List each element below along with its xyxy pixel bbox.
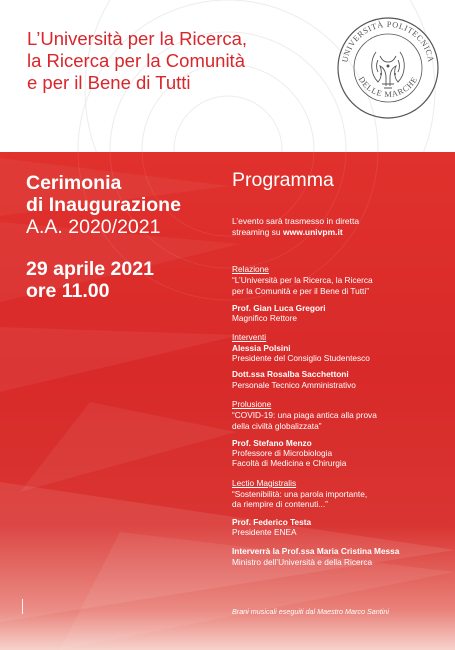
section-relazione: [232, 264, 444, 323]
program-list: [232, 264, 444, 576]
section-label: Prolusione: [232, 398, 272, 409]
speaker-name: Alessia Polsini: [232, 342, 291, 353]
speaker-name: Dott.ssa Rosalba Sacchettoni: [232, 369, 349, 380]
section-closing: [232, 546, 444, 567]
speaker: [232, 369, 444, 390]
speaker: [232, 438, 444, 469]
speaker-role: Presidente ENEA: [232, 526, 297, 537]
quote-line: da riempire di contenuti...”: [232, 499, 328, 510]
svg-text:UNIVERSITÀ POLITECNICA: UNIVERSITÀ POLITECNICA: [340, 19, 436, 64]
speaker-role: Personale Tecnico Amministrativo: [232, 379, 356, 390]
section-label: Lectio Magistralis: [232, 477, 297, 488]
section-lectio: [232, 478, 444, 537]
poster-header: [0, 0, 455, 152]
speaker-role: Facoltà di Medicina e Chirurgia: [232, 458, 347, 469]
speaker-role: Ministro dell’Università e della Ricerca: [232, 556, 373, 567]
section-prolusione: [232, 399, 444, 469]
event-title-line-2: di Inaugurazione: [26, 194, 181, 216]
headline: [27, 28, 327, 94]
speaker-role: Professore di Microbiologia: [232, 448, 333, 459]
stream-prefix: streaming su: [232, 226, 281, 237]
program-title: Programma: [232, 169, 334, 191]
quote-line: “L’Università per la Ricerca, la Ricerca: [232, 275, 373, 286]
event-title-line-1: Cerimonia: [26, 172, 122, 194]
headline-line-2: la Ricerca per la Comunità: [27, 50, 245, 71]
headline-line-1: L’Università per la Ricerca,: [27, 28, 248, 49]
speaker-role: Magnifico Rettore: [232, 313, 298, 324]
speaker-role: Presidente del Consiglio Studentesco: [232, 353, 370, 364]
university-seal-logo: [336, 16, 440, 120]
speaker-name: Prof. Federico Testa: [232, 516, 312, 527]
event-time: ore 11.00: [26, 280, 110, 302]
speaker-name: Prof. Gian Luca Gregori: [232, 302, 326, 313]
svg-text:DELLE MARCHE: DELLE MARCHE: [356, 75, 420, 99]
speaker: [232, 303, 444, 324]
section-quote: [232, 410, 444, 431]
decorative-tick: [22, 599, 23, 614]
speaker-name: Interverrà la Prof.ssa Maria Cristina Messa: [232, 546, 400, 557]
poster-body: [0, 152, 455, 650]
section-interventi: [232, 332, 444, 389]
quote-line: della civiltà globalizzata”: [232, 420, 322, 431]
section-label: Interventi: [232, 332, 267, 343]
section-label: Relazione: [232, 264, 269, 274]
quote-line: per la Comunità e per il Bene di Tutti”: [232, 285, 369, 296]
event-info: [26, 172, 181, 302]
academic-year: A.A. 2020/2021: [26, 216, 161, 238]
headline-line-3: e per il Bene di Tutti: [27, 72, 191, 93]
quote-line: “COVID-19: una piaga antica alla prova: [232, 410, 377, 421]
stream-notice: [232, 216, 442, 237]
quote-line: “Sostenibilità: una parola importante,: [232, 489, 368, 500]
stream-line: [232, 227, 442, 238]
section-quote: [232, 275, 444, 296]
event-date: 29 aprile 2021: [26, 258, 154, 280]
music-credit: Brani musicali eseguiti dal Maestro Marco Santini: [232, 607, 389, 616]
stream-url-link[interactable]: www.univpm.it: [283, 226, 343, 237]
stream-text: L’evento sarà trasmesso in diretta: [232, 216, 360, 226]
speaker: [232, 517, 444, 538]
speaker-name: Prof. Stefano Menzo: [232, 437, 312, 448]
section-quote: [232, 489, 444, 510]
